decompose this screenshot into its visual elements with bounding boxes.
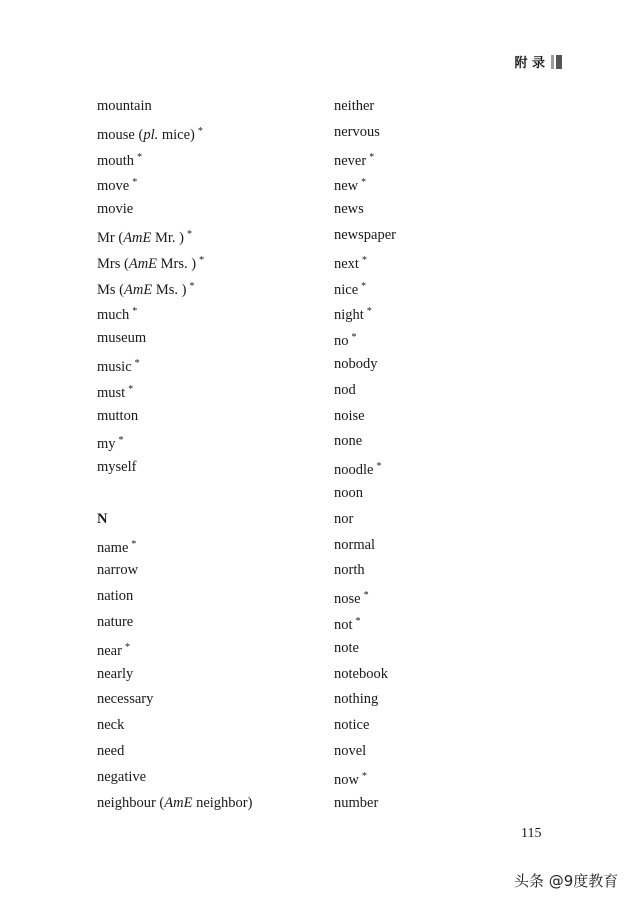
required-word-star: * [361, 254, 367, 266]
vocabulary-entry [97, 276, 252, 302]
entry-word: nobody [334, 355, 378, 372]
entry-word: museum [97, 330, 147, 347]
vocabulary-entry [334, 353, 396, 379]
header-bars-icon [551, 55, 562, 69]
entry-word: nature [97, 613, 134, 630]
entry-word: nervous [334, 123, 380, 140]
entry-word: notice [334, 717, 370, 734]
section-header [514, 52, 562, 71]
entry-word: none [334, 433, 363, 450]
required-word-star: * [351, 332, 357, 344]
vocabulary-entry [97, 534, 252, 560]
entry-word: nice [334, 281, 359, 298]
vocabulary-entry [97, 663, 252, 689]
vocabulary-entry [97, 585, 252, 611]
entry-word: Mrs [97, 255, 121, 272]
vocabulary-entry [97, 327, 252, 353]
vocabulary-entry [334, 301, 396, 327]
vocabulary-entry [334, 585, 396, 611]
entry-word: mountain [97, 98, 152, 114]
vocabulary-entry [334, 688, 396, 714]
vocabulary-entry [334, 405, 396, 431]
entry-gloss-label: AmE [123, 229, 152, 246]
entry-word: noodle [334, 462, 374, 479]
vocabulary-entry [97, 353, 252, 379]
entry-word: movie [97, 201, 134, 218]
entry-gloss-open: ( [134, 126, 144, 143]
entry-word: Ms [97, 281, 116, 298]
required-word-star: * [363, 590, 369, 602]
entry-word: need [97, 742, 125, 759]
entry-word: night [334, 307, 364, 324]
entry-word: narrow [97, 562, 139, 579]
vocabulary-entry [334, 327, 396, 353]
section-title: 附 录 [514, 56, 545, 71]
entry-word: news [334, 201, 364, 218]
vocabulary-entry [334, 637, 396, 663]
vocabulary-entry [334, 663, 396, 689]
watermark: 头条 @9度教育 [514, 872, 619, 890]
required-word-star: * [361, 280, 367, 292]
entry-gloss-open: ( [114, 229, 124, 246]
vocabulary-entry [97, 379, 252, 405]
entry-word: note [334, 639, 359, 656]
required-word-star: * [361, 177, 367, 189]
vocabulary-entry [334, 198, 396, 224]
vocabulary-entry [97, 714, 252, 740]
required-word-star: * [132, 177, 138, 189]
vocabulary-entry [334, 740, 396, 766]
entry-word: move [97, 178, 130, 195]
entry-word: N [97, 510, 108, 527]
vocabulary-entry [334, 792, 396, 818]
entry-word: noise [334, 407, 365, 424]
required-word-star: * [134, 357, 140, 369]
vocabulary-entry [334, 276, 396, 302]
vocabulary-entry [97, 611, 252, 637]
vocabulary-entry [97, 198, 252, 224]
entry-word: Mr [97, 229, 115, 246]
required-word-star: * [187, 228, 193, 240]
entry-word: near [97, 642, 122, 659]
entry-word: north [334, 562, 365, 579]
required-word-star: * [355, 615, 361, 627]
entry-word: neither [334, 98, 375, 114]
vocabulary-entry [97, 405, 252, 431]
entry-word: my [97, 436, 116, 453]
vocabulary-entry [97, 482, 252, 508]
entry-word: normal [334, 536, 376, 553]
entry-gloss-label: AmE [164, 794, 193, 811]
entry-gloss-open: ( [120, 255, 129, 272]
entry-word: neck [97, 717, 125, 734]
entry-gloss-open: ( [155, 794, 165, 811]
entry-word: music [97, 358, 132, 375]
entry-word: necessary [97, 691, 154, 708]
vocabulary-entry [97, 250, 252, 276]
vocabulary-entry [334, 224, 396, 250]
vocabulary-entry [334, 250, 396, 276]
vocabulary-entry [97, 301, 252, 327]
entry-word: mouth [97, 152, 135, 169]
entry-word: much [97, 307, 130, 324]
vocabulary-entry [334, 95, 396, 121]
vocabulary-entry [334, 508, 396, 534]
required-word-star: * [369, 151, 375, 163]
required-word-star: * [118, 435, 124, 447]
entry-gloss-text: Ms. ) [152, 281, 187, 298]
vocabulary-entry [97, 637, 252, 663]
vocabulary-entry [334, 714, 396, 740]
required-word-star: * [376, 461, 382, 473]
vocabulary-column-right [334, 95, 396, 817]
vocabulary-entry [97, 147, 252, 173]
entry-word: neighbour [97, 794, 156, 811]
entry-word: now [334, 771, 359, 788]
entry-word: nose [334, 591, 361, 608]
entry-word: nearly [97, 665, 134, 682]
vocabulary-entry [334, 766, 396, 792]
entry-word: nation [97, 588, 134, 605]
entry-word: not [334, 616, 353, 633]
vocabulary-entry [334, 379, 396, 405]
entry-word: notebook [334, 665, 388, 682]
required-word-star: * [199, 254, 205, 266]
vocabulary-entry [97, 224, 252, 250]
required-word-star: * [132, 306, 138, 318]
entry-word: new [334, 178, 359, 195]
entry-word: must [97, 384, 126, 401]
entry-gloss-open: ( [115, 281, 125, 298]
entry-gloss-label: pl. [143, 126, 159, 143]
required-word-star: * [189, 280, 195, 292]
entry-word: myself [97, 459, 137, 476]
entry-gloss-text: Mrs. ) [157, 255, 197, 272]
required-word-star: * [131, 538, 137, 550]
vocabulary-entry [97, 172, 252, 198]
entry-word: nor [334, 510, 354, 527]
vocabulary-entry [97, 559, 252, 585]
required-word-star: * [128, 383, 134, 395]
vocabulary-entry [97, 430, 252, 456]
vocabulary-entry [334, 430, 396, 456]
required-word-star: * [124, 641, 130, 653]
vocabulary-entry [334, 482, 396, 508]
entry-gloss-text: mice) [158, 126, 195, 143]
entry-word: next [334, 255, 359, 272]
vocabulary-entry [97, 121, 252, 147]
vocabulary-entry [97, 740, 252, 766]
entry-gloss-label: AmE [124, 281, 153, 298]
entry-word: mutton [97, 407, 139, 424]
entry-word: never [334, 152, 367, 169]
vocabulary-entry [97, 95, 252, 121]
entry-word: nothing [334, 691, 379, 708]
required-word-star: * [137, 151, 143, 163]
entry-word: noon [334, 484, 363, 501]
vocabulary-entry [97, 792, 252, 818]
page-number: 115 [521, 826, 542, 841]
entry-word: nod [334, 381, 356, 398]
vocabulary-column-left [97, 95, 252, 817]
entry-word: name [97, 539, 129, 556]
entry-word: mouse [97, 126, 135, 143]
required-word-star: * [361, 770, 367, 782]
vocabulary-entry [97, 688, 252, 714]
vocabulary-entry [334, 611, 396, 637]
entry-gloss-text: neighbor) [192, 794, 253, 811]
vocabulary-entry [97, 456, 252, 482]
entry-word: novel [334, 742, 367, 759]
entry-word: newspaper [334, 226, 397, 243]
vocabulary-entry [334, 559, 396, 585]
vocabulary-entry [334, 172, 396, 198]
entry-word: no [334, 333, 349, 350]
vocabulary-entry [334, 456, 396, 482]
entry-gloss-text: Mr. ) [151, 229, 185, 246]
vocabulary-entry [97, 766, 252, 792]
section-letter-heading [97, 508, 252, 534]
entry-gloss-label: AmE [128, 255, 158, 272]
entry-word: number [334, 794, 379, 811]
required-word-star: * [366, 306, 372, 318]
vocabulary-entry [334, 147, 396, 173]
vocabulary-entry [334, 121, 396, 147]
vocabulary-entry [334, 534, 396, 560]
entry-word: negative [97, 768, 147, 785]
required-word-star: * [197, 125, 203, 137]
